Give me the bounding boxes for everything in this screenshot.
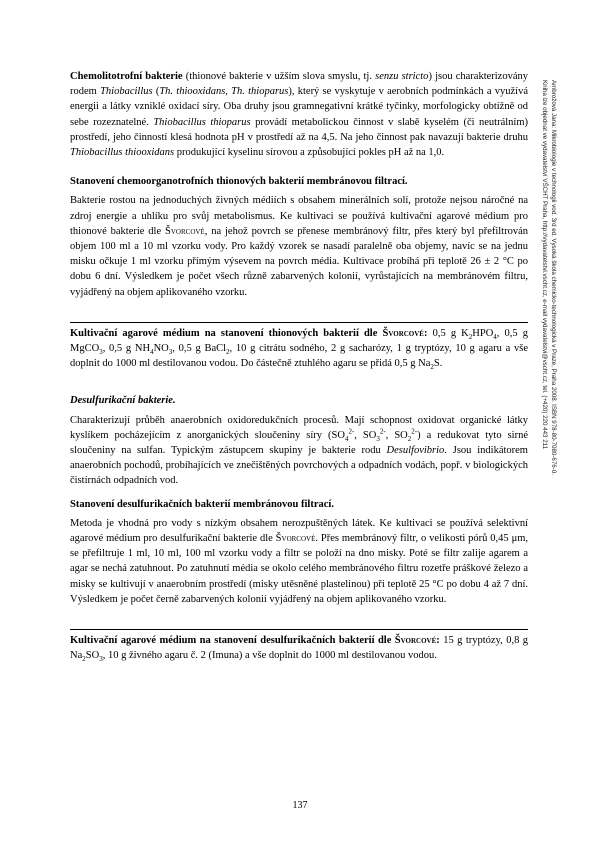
paragraph-chemolithotrophic: Chemolitotrofní bakterie (thionové bakterie v užším slova smyslu, tj. senzu stricto) jsou charakterizovány rodem Thiobacillus (Th. thiooxidans, Th. thioparus), který se vyskytuje v aerobních podmínkách a využívá energii a látky vzniklé oxidací síry. Oba druhy jsou gramnegativní krátké tyčinky, morfologicky obtížně od sebe rozeznatelné. Thiobacillus thioparus provádí metabolickou činnost v slabě kyselém (či neutrálním) prostředí, jeho činností klesá hodnota pH v prostředí až na 4,5. Na jeho činnost pak navazují bakterie druhu Thiobacillus thiooxidans produkující kyselinu sírovou a způsobující pokles pH až na 1,0. <box>70 71 529 159</box>
paragraph-desulfurizing-method: Metoda je vhodná pro vody s nízkým obsahem nerozpuštěných látek. Ke kultivaci se používá selektivní agarové médium pro desulfurikační bakterie dle Švorcové. Přes membránový filtr, o velikosti pórů 0,45 μm, se přefiltruje 1 ml, 10 ml, 100 ml vzorku vody a filtr se položí na dno misky. Poté se filtr zalije agarem a agar se nechá zatuhnout. Po zatuhnutí média se okolo celého membránového filtru rozetře práškové železo a misky se kultivují v anaerobním prostředí (misky utěsněné plastelinou) při teplotě 25 °C po dobu 4 až 7 dní. Výsledkem je počet černě zabarvených kolonií vyjádřený na objem aplikovaného vzorku. <box>70 517 528 605</box>
citation-line-2: Kniha lze objednat ve vydavatelství VŠCHT Praha, http://vydavatelstvi.vscht.cz, e-mail vydavatelstvi@vscht.cz, tel. (+420) 220 443 211 <box>541 80 548 450</box>
section-heading-chemoorganotrophic: Stanovení chemoorganotrofních thionových bakterií membránovou filtrací. <box>70 176 408 188</box>
section-heading-desulfurizing-method: Stanovení desulfurikačních bakterií membránovou filtrací. <box>70 498 334 510</box>
citation-line-1: Ambrožová Jana: Mikrobiologie v technologii vod. 3rd ed. Vysoká škola chemicko-technologická v Praze, Praha 2008. ISBN 978-80-7080-676-0. <box>550 80 557 475</box>
paragraph-chemoorganotrophic-method: Bakterie rostou na jednoduchých živných médiích s obsahem minerálních solí, protože nejsou náročné na zdroj energie a uhlíku pro svůj metabolismus. Ke kultivaci se používá kultivační agarové médium pro thionové bakterie dle Švorcové, na jehož povrch se přenese membránový filtr, přes který byl přefiltrován objem 100 ml a 10 ml vzorku vody. Pro každý vzorek se nasadí paralelně oba objemy, navíc se na jednu misku očkuje 1 ml vzorku přímým výsevem na povrch média. Kultivace probíhá při teplotě 26 ± 2 °C po dobu 6 dní. Výsledkem je počet všech různě zabarvených kolonií, vyrůstajících na membránovém filtru, vyjádřený na objem aplikovaného vzorku. <box>70 195 529 298</box>
page-number: 137 <box>292 800 308 811</box>
medium-recipe-thionic: Kultivační agarové médium na stanovení thionových bakterií dle Švorcové: 0,5 g $K_2HPO_4$, 0,5 g MgCO$_3$, 0,5 g $NH_4NO_3$, 0,5 g BaCl$_2$, 10 g citrátu sodného, 2 g sacharózy, 1 g tryptózy, 10 g agaru a vše doplnit do 1000 ml destilovanou vodou. Do částečně ztuhlého agaru se přidá 0,5 g $Na_2S$. <box>70 322 528 372</box>
term-chemolithotrophic: Chemolitotrofní bakterie <box>70 71 183 82</box>
section-heading-desulfurizing: Desulfurikační bakterie. <box>70 395 176 407</box>
page-body <box>70 69 528 664</box>
paragraph-desulfurizing: Charakterizují průběh anaerobních oxidoredukčních procesů. Mají schopnost oxidovat organické látky kyslíkem pocházejícím z anorganických sloučeniny síry ($SO_4^{2-}$, $SO_3^{2-}$, $SO_2^{2-}$) a redukovat tyto sirné sloučeniny na sulfan. Typickým zástupcem skupiny je bakterie rodu Desulfovibrio. Jsou indikátorem anaerobních pochodů, probíhajících ve znečištěných povrchových a odpadních vodách, popř. v biologických čistírnách odpadních vod. <box>70 414 528 487</box>
medium-recipe-desulfurizing: Kultivační agarové médium na stanovení desulfurikačních bakterií dle Švorcové: 15 g tryptózy, 0,8 g $Na_2SO_3$, 10 g živného agaru č. 2 (Imuna) a vše doplnit do 1000 ml destilovanou vodou. <box>70 629 528 663</box>
side-citation-note <box>536 80 558 600</box>
